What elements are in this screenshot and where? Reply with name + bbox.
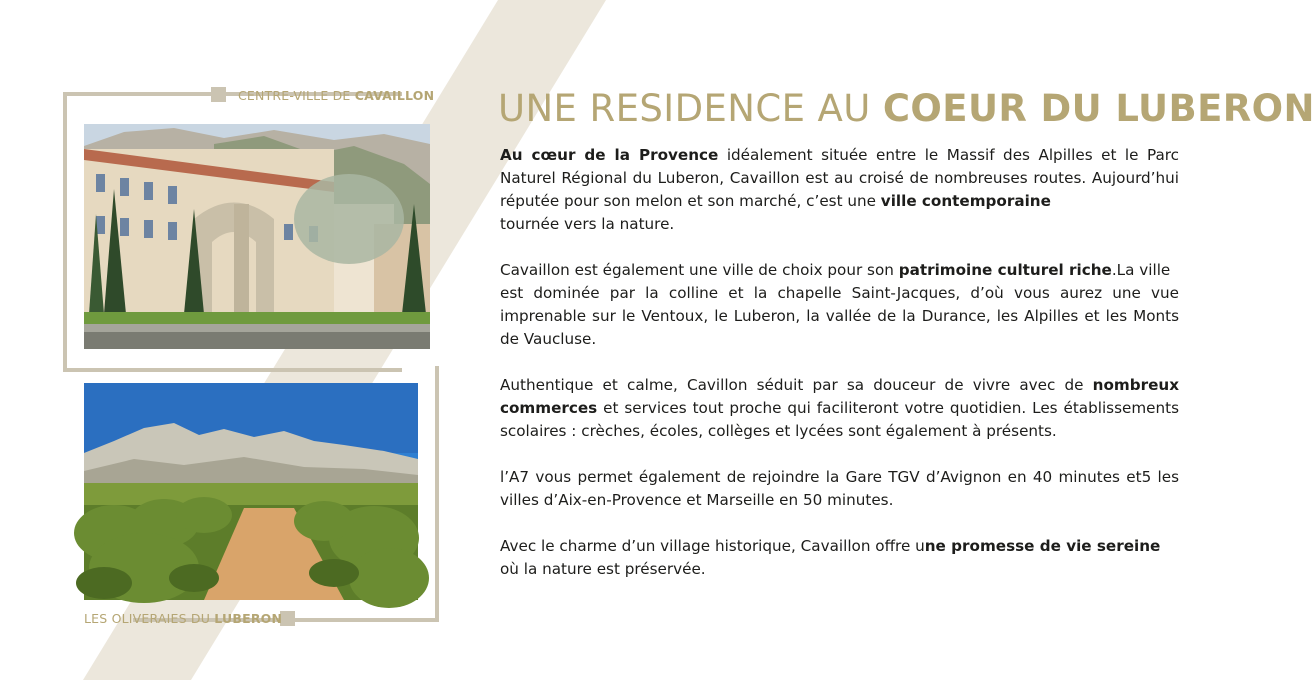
paragraph-commerce: Authentique et calme, Cavillon séduit par sa douceur de vivre avec de nombreux commerces et services tout proche qui faciliteront votre quotidien. Les établissements scolaires : crèches, écoles, collèges et lycées sont également à présents. <box>500 376 1179 440</box>
paragraph-conclusion: Avec le charme d’un village historique, Cavaillon offre une promesse de vie sereine où la nature est préservée. <box>500 537 1161 578</box>
top-frame-square-marker <box>211 87 226 102</box>
page-title: UNE RESIDENCE AU COEUR DU LUBERON <box>498 87 1315 130</box>
bottom-photo-caption: LES OLIVERAIES DU LUBERON <box>84 611 283 626</box>
paragraph-heritage: Cavaillon est également une ville de choix pour son patrimoine culturel riche.La ville est dominée par la colline et la chapelle Saint-Jacques, d’où vous aurez une vue imprenable sur le Ventoux, le Luberon, la vallée de la Durance, les Alpilles et les Monts de Vaucluse. <box>500 261 1179 348</box>
body-text <box>500 144 1179 604</box>
bottom-frame-square-marker <box>280 611 295 626</box>
town-square-with-roman-arch-photo <box>84 124 430 349</box>
top-photo-caption: CENTRE-VILLE DE CAVAILLON <box>238 88 435 103</box>
paragraph-intro: Au cœur de la Provence idéalement située entre le Massif des Alpilles et le Parc Naturel Régional du Luberon, Cavaillon est au croisé de nombreuses routes. Aujourd’hui réputée pour son melon et son marché, c’est une ville contemporaine tournée vers la nature. <box>500 146 1180 233</box>
olive-grove-with-mountains-photo <box>84 383 418 600</box>
paragraph-transport: l’A7 vous permet également de rejoindre la Gare TGV d’Avignon en 40 minutes et5 les villes d’Aix-en-Provence et Marseille en 50 minutes. <box>500 468 1179 509</box>
